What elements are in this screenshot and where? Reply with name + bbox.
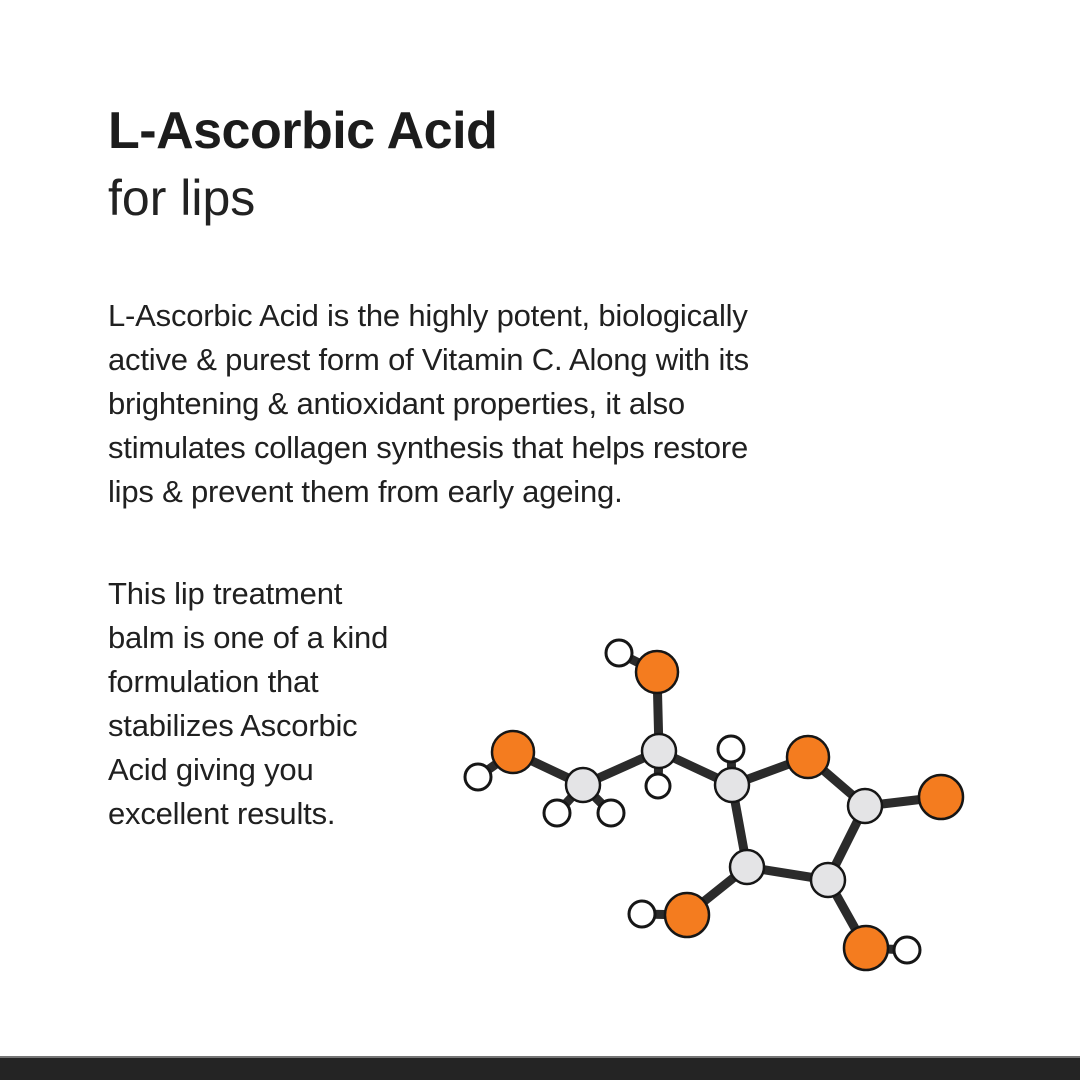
paragraph-line: stimulates collagen synthesis that helps restore <box>108 430 749 465</box>
oxygen-atom <box>636 651 678 693</box>
page-subtitle: for lips <box>108 170 256 226</box>
hydrogen-atom <box>718 736 744 762</box>
paragraph-line: This lip treatment <box>108 576 343 611</box>
carbon-atom <box>811 863 845 897</box>
paragraph-line: Acid giving you <box>108 752 314 787</box>
paragraph-line: stabilizes Ascorbic <box>108 708 358 743</box>
carbon-atom <box>715 768 749 802</box>
description-paragraph <box>108 294 749 514</box>
paragraph-line: excellent results. <box>108 796 336 831</box>
carbon-atom <box>566 768 600 802</box>
oxygen-atom <box>919 775 963 819</box>
carbon-atom <box>730 850 764 884</box>
hydrogen-atom <box>598 800 624 826</box>
paragraph-line: lips & prevent them from early ageing. <box>108 474 623 509</box>
paragraph-line: brightening & antioxidant properties, it also <box>108 386 685 421</box>
molecule-svg <box>440 610 1000 1000</box>
paragraph-line: formulation that <box>108 664 319 699</box>
hydrogen-atom <box>646 774 670 798</box>
paragraph-line: L-Ascorbic Acid is the highly potent, biologically <box>108 298 748 333</box>
oxygen-atom <box>665 893 709 937</box>
carbon-atom <box>848 789 882 823</box>
oxygen-atom <box>844 926 888 970</box>
paragraph-line: balm is one of a kind <box>108 620 389 655</box>
hydrogen-atom <box>606 640 632 666</box>
hydrogen-atom <box>465 764 491 790</box>
hydrogen-atom <box>894 937 920 963</box>
carbon-atom <box>642 734 676 768</box>
paragraph-line: active & purest form of Vitamin C. Along with its <box>108 342 749 377</box>
treatment-paragraph <box>108 572 388 836</box>
oxygen-atom <box>492 731 534 773</box>
oxygen-atom <box>787 736 829 778</box>
ascorbic-acid-molecule-diagram <box>440 610 1000 1000</box>
footer-bar <box>0 1056 1080 1080</box>
page-title: L-Ascorbic Acid <box>108 102 498 160</box>
hydrogen-atom <box>544 800 570 826</box>
hydrogen-atom <box>629 901 655 927</box>
